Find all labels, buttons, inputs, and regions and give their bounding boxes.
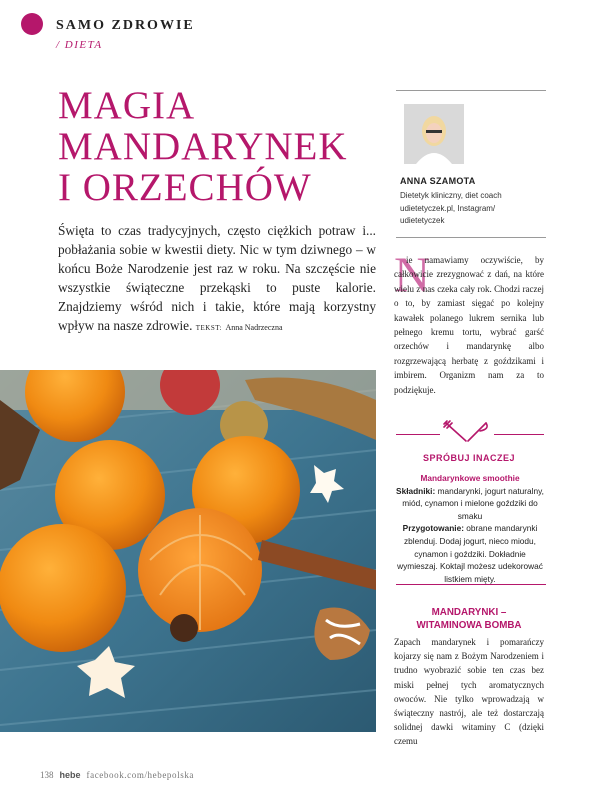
tip-rule-right bbox=[494, 434, 544, 435]
author-links-text: udietetyczek.pl, Instagram/ udietetyczek bbox=[400, 203, 496, 225]
page-footer bbox=[40, 770, 194, 780]
author-portrait bbox=[404, 104, 464, 164]
credit-name: Anna Nadrzeczna bbox=[225, 323, 283, 332]
prep-label: Przygotowanie: bbox=[402, 523, 464, 534]
prep-text: obrane mandarynki zblenduj. Dodaj jogurt, nieco miodu, cynamon i goździki. Dokładnie wymieszaj. Koktajl możesz udekorować listkiem mięty. bbox=[397, 523, 543, 584]
section-subtitle: / DIETA bbox=[56, 39, 103, 51]
box-heading-line-2: WITAMINOWA BOMBA bbox=[416, 620, 522, 631]
lead-text: Święta to czas tradycyjnych, często ciężkich potraw i... pobłażania sobie w kwestii diety. Nic w tym dziwnego – w końcu Boże Narodzenie jest raz w roku. Na szczęście nie wszystkie świąteczne przekąski to puste kalorie. Znajdziemy wśród nich i takie, które mają korzystny wpływ na nasze zdrowie. bbox=[58, 223, 376, 333]
footer-site: facebook.com/hebepolska bbox=[86, 770, 195, 780]
author-bio bbox=[400, 190, 540, 228]
tip-recipe bbox=[394, 472, 546, 585]
title-line-2: MANDARYNEK bbox=[58, 125, 348, 168]
tip-rule-bottom bbox=[396, 584, 546, 585]
author-divider-bottom bbox=[396, 237, 546, 238]
tip-heading: SPRÓBUJ INACZEJ bbox=[422, 453, 515, 463]
brand-name: hebe bbox=[59, 770, 81, 780]
article-title bbox=[58, 85, 358, 208]
recipe-title: Mandarynkowe smoothie bbox=[420, 473, 520, 483]
box-body-text: Zapach mandarynek i pomarańczy kojarzy się nam z Bożym Narodzeniem i trudno wyobrazić sobie ten czas bez miski pełnej tych aromatycznych owoców. Nie tylko wprowadzają w świąteczny nastrój, ale też dostarczają solidnej dawki witaminy C (dzięki czemu bbox=[394, 637, 544, 747]
section-marker-dot bbox=[21, 13, 43, 35]
credit-label: TEKST: bbox=[195, 324, 223, 332]
tangerines-photo bbox=[0, 370, 376, 732]
article-lead bbox=[58, 221, 376, 338]
title-line-1: MAGIA bbox=[58, 84, 196, 127]
title-line-3: I ORZECHÓW bbox=[58, 166, 312, 209]
author-divider-top bbox=[396, 90, 546, 91]
ingredients-label: Składniki: bbox=[396, 485, 436, 496]
section-title: SAMO ZDROWIE bbox=[56, 18, 195, 33]
sidebar-body-text bbox=[394, 253, 544, 397]
box-heading-line-1: MANDARYNKI – bbox=[431, 607, 507, 618]
box-heading bbox=[394, 606, 544, 632]
author-role-text: Dietetyk kliniczny, diet coach bbox=[400, 191, 502, 200]
tip-rule-left bbox=[396, 434, 440, 435]
fork-knife-icon bbox=[440, 419, 492, 447]
page-number: 138 bbox=[40, 770, 54, 780]
drop-cap: N bbox=[394, 246, 431, 302]
sidebar-body-copy: ie namawiamy oczywiście, by całkowicie zrezygnować z dań, na które wielu z nas czeka cały rok. Chodzi raczej o to, by zamiast sięgać po kolejny kawałek polanego lukrem sernika lub pełnego kremu tortu, wybrać garść orzechów i mandarynkę albo rozgrzewającą herbatę z goździkami i imbirem. Organizm nam za to podziękuje. bbox=[394, 255, 544, 395]
author-name: ANNA SZAMOTA bbox=[400, 176, 476, 186]
ingredients-text: mandarynki, jogurt naturalny, miód, cynamon i mielone goździki do smaku bbox=[402, 485, 544, 521]
